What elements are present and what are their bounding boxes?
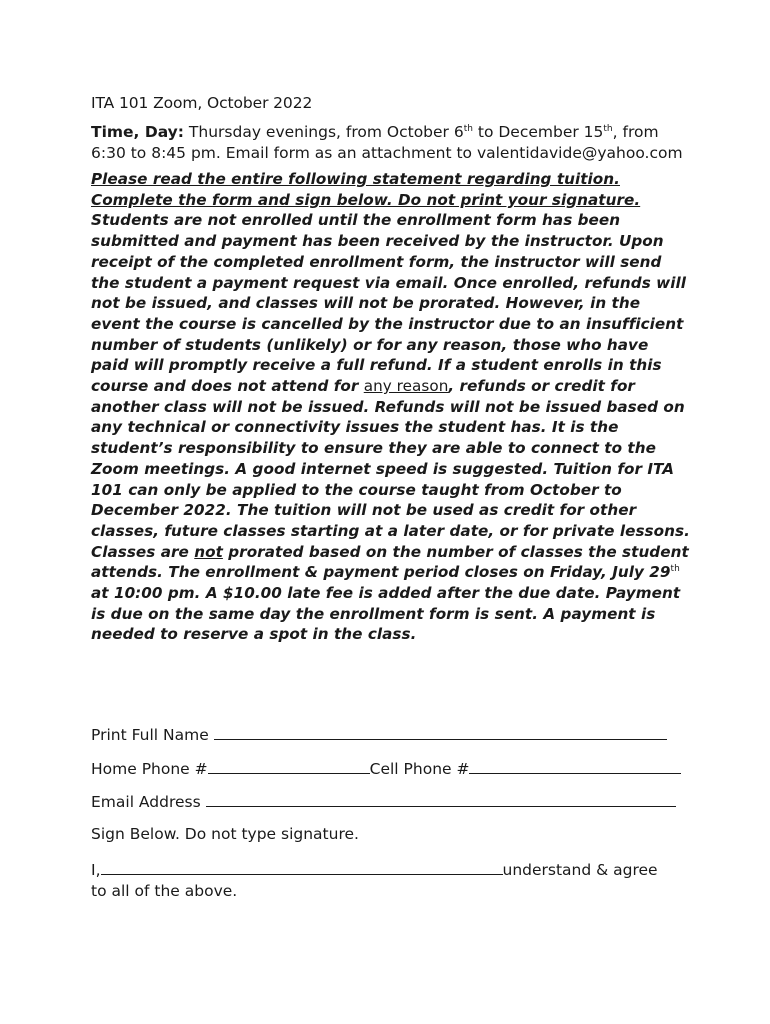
signature-blank[interactable] — [101, 859, 503, 875]
email-blank[interactable] — [206, 791, 676, 807]
ordinal-suffix: th — [463, 123, 473, 134]
statement-intro: Please read the entire following statement regarding tuition. Complete the form and sign below. Do not print your signature. — [91, 170, 641, 209]
agreement-prefix: I, — [91, 861, 101, 879]
agreement-row — [91, 859, 691, 902]
agreement-suffix: understand & agree — [502, 861, 658, 879]
home-phone-label: Home Phone # — [91, 760, 208, 778]
cell-phone-blank[interactable] — [469, 758, 681, 774]
full-name-row — [91, 724, 667, 746]
statement-part-3: prorated based on the number of classes the student attends. The enrollment & payment period closes on Friday, July 29 — [91, 542, 689, 582]
email-row — [91, 791, 676, 813]
full-name-blank[interactable] — [214, 724, 667, 740]
agreement-line-2: to all of the above. — [91, 882, 238, 900]
time-day-text-3: , from 6:30 to 8:45 pm. Email form as an attachment to valentidavide@yahoo.com — [91, 123, 683, 162]
time-day-label: Time, Day: — [91, 123, 184, 141]
cell-phone-label: Cell Phone # — [369, 760, 470, 778]
ordinal-suffix: th — [603, 123, 613, 134]
statement-part-2: , refunds or credit for another class will not be issued. Refunds will not be issued based on any technical or connectivity issues the student has. It is the student’s responsibility to ensure they are able to connect to the Zoom meetings. A good internet speed is suggested. Tuition for ITA 101 can only be applied to the course taught from October to December 2022. The tuition will not be used as credit for other classes, future classes starting at a later date, or for private lessons. Classes are — [91, 377, 690, 561]
email-label: Email Address — [91, 793, 201, 811]
time-day-text-2: to December 15 — [472, 123, 604, 141]
time-day-text-1: Thursday evenings, from October 6 — [184, 123, 464, 141]
full-name-label: Print Full Name — [91, 726, 209, 744]
statement-part-1: Students are not enrolled until the enrollment form has been submitted and payment has been received by the instructor. Upon receipt of the completed enrollment form, the instructor will send the student a payment request via email. Once enrolled, refunds will not be issued, and classes will not be prorated. However, in the event the course is cancelled by the instructor due to an insufficient number of students (unlikely) or for any reason, those who have paid will promptly receive a full refund. If a student enrolls in this course and does not attend for — [91, 211, 686, 396]
document-body — [91, 92, 691, 645]
not-emphasis: not — [194, 542, 223, 561]
tuition-statement — [91, 169, 691, 645]
phone-row — [91, 758, 681, 780]
document-title: ITA 101 Zoom, October 2022 — [91, 94, 313, 112]
home-phone-blank[interactable] — [208, 758, 370, 774]
any-reason-emphasis: any reason — [363, 377, 449, 396]
sign-instruction: Sign Below. Do not type signature. — [91, 825, 359, 843]
time-day-paragraph — [91, 122, 691, 164]
statement-part-4: at 10:00 pm. A $10.00 late fee is added after the due date. Payment is due on the same day the enrollment form is sent. A payment is needed to reserve a spot in the class. — [91, 584, 681, 644]
ordinal-suffix: th — [670, 564, 680, 575]
